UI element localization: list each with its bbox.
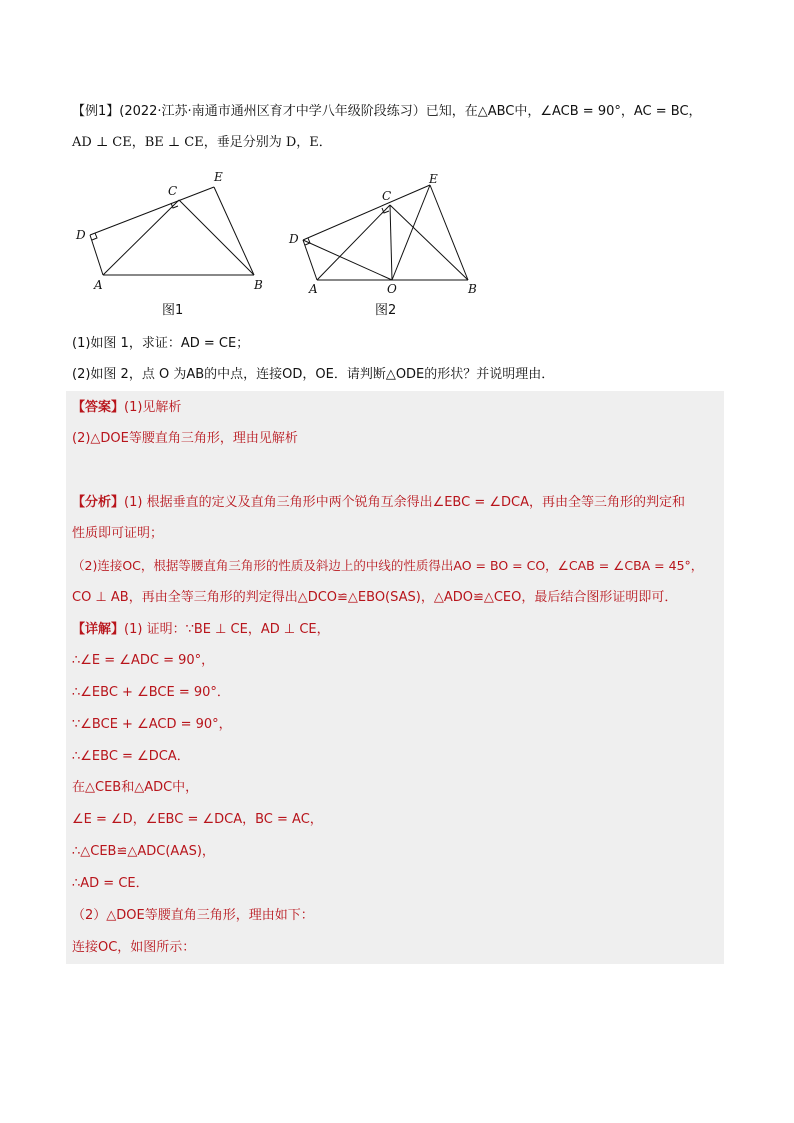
detail-line-7: ∠E = ∠D，∠EBC = ∠DCA，BC = AC，: [72, 812, 323, 827]
fig2-label-d: D: [289, 232, 299, 246]
fig2-label-c: C: [382, 189, 392, 203]
analysis-tag: 【分析】: [72, 495, 125, 510]
detail-line-4: ∵∠BCE + ∠ACD = 90°，: [72, 717, 232, 732]
analysis-line-3: （2)连接OC，根据等腰直角三角形的性质及斜边上的中线的性质得出AO = BO = CO，∠CAB = ∠CBA = 45°，: [72, 558, 704, 573]
detail-line-10: （2）△DOE等腰直角三角形，理由如下：: [72, 908, 314, 923]
detail-text-1: (1) 证明：∵BE ⊥ CE，AD ⊥ CE，: [124, 622, 330, 637]
fig2-label-b: B: [468, 282, 477, 295]
question-2: (2)如图 2，点 O 为AB的中点，连接OD，OE．请判断△ODE的形状？并说明理由．: [72, 367, 555, 382]
solution-background: [66, 391, 724, 964]
detail-line-11: 连接OC，如图所示：: [72, 940, 196, 955]
fig1-label-c: C: [168, 184, 178, 198]
problem-line-2: AD ⊥ CE，BE ⊥ CE，垂足分别为 D，E．: [72, 135, 332, 150]
detail-line-3: ∴∠EBC + ∠BCE = 90°．: [72, 685, 230, 700]
figure-1-caption: 图1: [162, 303, 184, 318]
fig2-label-o: O: [387, 282, 397, 295]
detail-line-6: 在△CEB和△ADC中，: [72, 780, 199, 795]
question-1: (1)如图 1，求证：AD = CE；: [72, 336, 250, 351]
answer-part-1: (1)见解析: [124, 400, 182, 415]
detail-line-5: ∴∠EBC = ∠DCA．: [72, 749, 190, 764]
detail-line-9: ∴AD = CE．: [72, 876, 149, 891]
detail-line-8: ∴△CEB≌△ADC(AAS)，: [72, 844, 215, 859]
fig1-label-e: E: [214, 170, 223, 184]
detail-line-1: [72, 621, 330, 639]
answer-tag: 【答案】: [72, 400, 125, 415]
fig1-label-a: A: [94, 278, 103, 292]
analysis-line-1: [72, 494, 685, 512]
problem-line-1: 【例1】(2022·江苏·南通市通州区育才中学八年级阶段练习）已知，在△ABC中，∠ACB = 90°，AC = BC，: [72, 104, 702, 119]
fig2-label-e: E: [429, 172, 438, 186]
answer-line-2: (2)△DOE等腰直角三角形，理由见解析: [72, 431, 298, 446]
analysis-line-4: CO ⊥ AB，再由全等三角形的判定得出△DCO≌△EBO(SAS)，△ADO≌△CEO，最后结合图形证明即可．: [72, 590, 678, 605]
figure-1: [70, 165, 270, 295]
analysis-line-2: 性质即可证明；: [72, 526, 164, 541]
fig1-label-d: D: [76, 228, 86, 242]
answer-line-1: [72, 399, 181, 417]
figure-2: [285, 165, 485, 295]
figure-2-caption: 图2: [375, 303, 397, 318]
detail-line-2: ∴∠E = ∠ADC = 90°，: [72, 653, 215, 668]
fig2-label-a: A: [309, 282, 318, 295]
detail-tag: 【详解】: [72, 622, 125, 637]
analysis-text-1: (1) 根据垂直的定义及直角三角形中两个锐角互余得出∠EBC = ∠DCA，再由全等三角形的判定和: [124, 495, 685, 510]
fig1-label-b: B: [254, 278, 263, 292]
